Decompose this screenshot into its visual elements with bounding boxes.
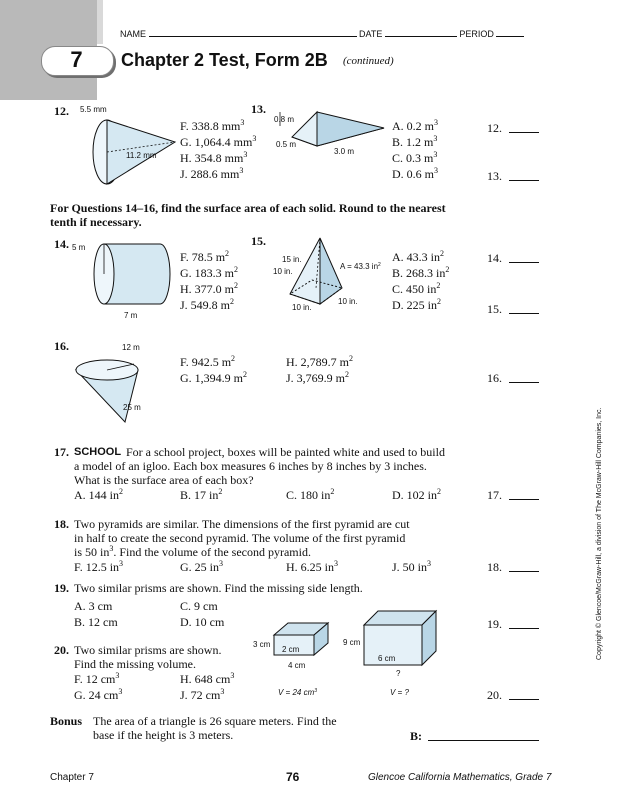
q15-answer: 15. bbox=[487, 302, 502, 316]
footer-chapter: Chapter 7 bbox=[50, 772, 94, 783]
q15-base1-label: 10 in. bbox=[292, 303, 312, 312]
q16-row-1 bbox=[180, 355, 353, 369]
q12-choice-h[interactable]: H. 354.8 $mm^3$ bbox=[180, 150, 248, 165]
q19-text: Two similar prisms are shown. Find the missing side length. bbox=[74, 581, 363, 595]
date-blank bbox=[385, 26, 457, 37]
q17-choice-c[interactable]: C. 180 $in^2$ bbox=[286, 487, 335, 502]
continued-note: (continued) bbox=[343, 55, 394, 67]
q12-number: 12. bbox=[54, 104, 69, 118]
q13-choice-d[interactable]: D. 0.6 $m^3$ bbox=[392, 166, 438, 181]
q14-choice-f[interactable]: F. 78.5 $m^2$ bbox=[180, 249, 230, 264]
q15-number: 15. bbox=[251, 234, 266, 248]
q12-answer: 12. bbox=[487, 121, 502, 135]
q15-choice-c[interactable]: C. 450 $in^2$ bbox=[392, 281, 441, 296]
page-title: Chapter 2 Test, Form 2B bbox=[121, 50, 328, 70]
q18-answer: 18. bbox=[487, 560, 502, 574]
q16-cone-figure bbox=[72, 342, 162, 424]
q20-number: 20. bbox=[54, 643, 69, 657]
q18-text-1: Two pyramids are similar. The dimensions of the first pyramid are cut bbox=[74, 517, 410, 531]
q18-choice-h[interactable]: H. 6.25 $in^3$ bbox=[286, 559, 338, 574]
name-blank bbox=[149, 26, 357, 37]
q13-answer: 13. bbox=[487, 169, 502, 183]
q15-right-face bbox=[320, 238, 342, 304]
q13-side-face bbox=[317, 112, 384, 146]
q13-height-label: 0.8 m bbox=[274, 115, 295, 124]
q14-choice-h[interactable]: H. 377.0 $m^2$ bbox=[180, 281, 238, 296]
q16-row-2 bbox=[180, 371, 353, 385]
large-prism-length-label: ? bbox=[396, 669, 401, 678]
q17-text-2: a model of an igloo. Each box measures 6 inches by 8 inches by 3 inches. bbox=[74, 459, 427, 473]
q18-number: 18. bbox=[54, 517, 69, 531]
q20-row-2 bbox=[74, 688, 234, 702]
q17-tag: SCHOOL bbox=[74, 446, 122, 458]
q13-length-label: 3.0 m bbox=[334, 147, 355, 156]
q20-choice-f[interactable]: F. 12 $cm^3$ bbox=[74, 671, 120, 686]
q16-choice-j[interactable]: J. 3,769.9 $m^2$ bbox=[286, 370, 350, 385]
q16-choice-h[interactable]: H. 2,789.7 $m^2$ bbox=[286, 354, 353, 369]
q19-choice-d[interactable]: D. 10 cm bbox=[180, 615, 225, 629]
q13-choice-c[interactable]: C. 0.3 $m^3$ bbox=[392, 150, 438, 165]
q17-choice-b[interactable]: B. 17 $in^2$ bbox=[180, 487, 223, 502]
q19-choice-a[interactable]: A. 3 cm bbox=[74, 599, 113, 613]
q13-answer-blank[interactable] bbox=[509, 180, 539, 181]
name-date-period-line bbox=[120, 26, 524, 41]
q17-answer-blank[interactable] bbox=[509, 499, 539, 500]
q15-choices bbox=[392, 250, 449, 312]
q12-choice-f[interactable]: F. 338.8 $mm^3$ bbox=[180, 118, 245, 133]
q20-text-2: Find the missing volume. bbox=[74, 657, 197, 671]
q13-choices bbox=[392, 119, 438, 181]
q20-text-1: Two similar prisms are shown. bbox=[74, 643, 222, 657]
q16-number: 16. bbox=[54, 339, 69, 353]
q12-choice-j[interactable]: J. 288.6 $mm^3$ bbox=[180, 166, 244, 181]
q19-number: 19. bbox=[54, 581, 69, 595]
q20-choices bbox=[74, 672, 234, 702]
q13-number: 13. bbox=[251, 102, 266, 116]
bonus-answer-label: B: bbox=[410, 729, 422, 743]
q15-area-label: A = 43.3 $in^2$ bbox=[340, 262, 381, 271]
q16-choice-f[interactable]: F. 942.5 $m^2$ bbox=[180, 354, 236, 369]
bonus-text-1: The area of a triangle is 26 square meters. Find the bbox=[93, 714, 337, 728]
q14-choice-j[interactable]: J. 549.8 $m^2$ bbox=[180, 297, 235, 312]
q18-choice-j[interactable]: J. 50 $in^3$ bbox=[392, 559, 432, 574]
small-prism-length-label: 4 cm bbox=[288, 661, 306, 670]
q12-choices bbox=[180, 119, 256, 181]
q16-answer: 16. bbox=[487, 371, 502, 385]
header-tab-shadow bbox=[97, 0, 103, 44]
q15-left-face bbox=[290, 238, 320, 304]
name-label: NAME bbox=[120, 29, 147, 39]
q15-answer-blank[interactable] bbox=[509, 313, 539, 314]
small-prism-volume-label: V = 24 $cm^3$ bbox=[278, 688, 318, 697]
q20-answer: 20. bbox=[487, 688, 502, 702]
q16-choice-g[interactable]: G. 1,394.9 $m^2$ bbox=[180, 370, 247, 385]
q13-width-label: 0.5 m bbox=[276, 140, 297, 149]
q14-number: 14. bbox=[54, 237, 69, 251]
q14-choices bbox=[180, 250, 238, 312]
q15-choice-a[interactable]: A. 43.3 $in^2$ bbox=[392, 249, 444, 264]
q17-text-3: What is the surface area of each box? bbox=[74, 473, 254, 487]
q19-answer: 19. bbox=[487, 617, 502, 631]
q19-choice-c[interactable]: C. 9 cm bbox=[180, 599, 218, 613]
q18-choices bbox=[74, 560, 431, 574]
q19-choice-b[interactable]: B. 12 cm bbox=[74, 615, 118, 629]
bonus-label: Bonus bbox=[50, 714, 83, 728]
q19-row-2 bbox=[74, 615, 224, 629]
q18-text-2: in half to create the second pyramid. The volume of the first pyramid bbox=[74, 531, 406, 545]
q17-choice-a[interactable]: A. 144 $in^2$ bbox=[74, 487, 123, 502]
q19-20-prisms-figure bbox=[252, 605, 447, 700]
period-blank bbox=[496, 26, 524, 37]
q20-answer-blank[interactable] bbox=[509, 699, 539, 700]
q15-height-label: 10 in. bbox=[273, 267, 293, 276]
q18-choice-g[interactable]: G. 25 $in^3$ bbox=[180, 559, 223, 574]
q13-pyramid-figure bbox=[272, 112, 387, 157]
chapter-number: 7 bbox=[70, 47, 83, 72]
copyright-text: Copyright © Glencoe/McGraw-Hill, a division of The McGraw-Hill Companies, Inc. bbox=[596, 407, 603, 660]
q18-text-3: is 50 $in^3$. Find the volume of the second pyramid. bbox=[74, 544, 311, 559]
q17-choice-d[interactable]: D. 102 $in^2$ bbox=[392, 487, 441, 502]
footer-page-number: 76 bbox=[286, 770, 300, 784]
q15-slant-label: 15 in. bbox=[282, 255, 302, 264]
date-label: DATE bbox=[359, 29, 383, 39]
large-prism-height-label: 9 cm bbox=[343, 638, 361, 647]
q17-text-1: For a school project, boxes will be painted white and used to build bbox=[126, 445, 445, 459]
period-label: PERIOD bbox=[459, 29, 494, 39]
q12-answer-blank[interactable] bbox=[509, 132, 539, 133]
q13-choice-b[interactable]: B. 1.2 $m^3$ bbox=[392, 134, 438, 149]
q12-cone-figure bbox=[80, 104, 180, 189]
q12-choice-g[interactable]: G. 1,064.4 $mm^3$ bbox=[180, 134, 257, 149]
q15-base2-label: 10 in. bbox=[338, 297, 358, 306]
small-prism-width-label: 2 cm bbox=[282, 645, 300, 654]
q12-radius-label: 5.5 mm bbox=[80, 105, 107, 114]
q15-choice-b[interactable]: B. 268.3 $in^2$ bbox=[392, 265, 450, 280]
large-prism-width-label: 6 cm bbox=[378, 654, 396, 663]
small-prism-height-label: 3 cm bbox=[253, 640, 271, 649]
q17-choices bbox=[74, 488, 441, 502]
bonus-answer-blank[interactable] bbox=[428, 740, 539, 741]
q14-choice-g[interactable]: G. 183.3 $m^2$ bbox=[180, 265, 238, 280]
q20-choice-h[interactable]: H. 648 $cm^3$ bbox=[180, 671, 235, 686]
q14-answer-blank[interactable] bbox=[509, 262, 539, 263]
q12-height-label: 11.2 mm bbox=[126, 151, 157, 160]
q17-answer: 17. bbox=[487, 488, 502, 502]
q14-radius-label: 5 m bbox=[72, 243, 86, 252]
q16-radius-label: 12 m bbox=[122, 343, 140, 352]
bonus-text-2: base if the height is 3 meters. bbox=[93, 728, 234, 742]
q14-cylinder-figure bbox=[72, 240, 172, 322]
q20-row-1 bbox=[74, 672, 234, 686]
q14-answer: 14. bbox=[487, 251, 502, 265]
q18-answer-blank[interactable] bbox=[509, 571, 539, 572]
large-prism-volume-label: V = ? bbox=[390, 688, 409, 697]
q19-row-1 bbox=[74, 599, 224, 613]
q14-height-label: 7 m bbox=[124, 311, 138, 320]
q20-choice-g[interactable]: G. 24 $cm^3$ bbox=[74, 687, 123, 702]
q15-choice-d[interactable]: D. 225 $in^2$ bbox=[392, 297, 441, 312]
q13-choice-a[interactable]: A. 0.2 $m^3$ bbox=[392, 118, 438, 133]
q17-number: 17. bbox=[54, 445, 69, 459]
q19-choices bbox=[74, 599, 224, 629]
q19-answer-blank[interactable] bbox=[509, 628, 539, 629]
q20-choice-j[interactable]: J. 72 $cm^3$ bbox=[180, 687, 225, 702]
q16-slant-label: 25 m bbox=[123, 403, 141, 412]
q16-choices bbox=[180, 355, 353, 385]
instructions-14-16: For Questions 14–16, find the surface area of each solid. Round to the nearest tenth if necessary. bbox=[50, 201, 446, 229]
q18-choice-f[interactable]: F. 12.5 $in^3$ bbox=[74, 559, 124, 574]
q15-pyramid-figure bbox=[272, 236, 392, 314]
footer-book-title: Glencoe California Mathematics, Grade 7 bbox=[368, 772, 552, 783]
q16-answer-blank[interactable] bbox=[509, 382, 539, 383]
